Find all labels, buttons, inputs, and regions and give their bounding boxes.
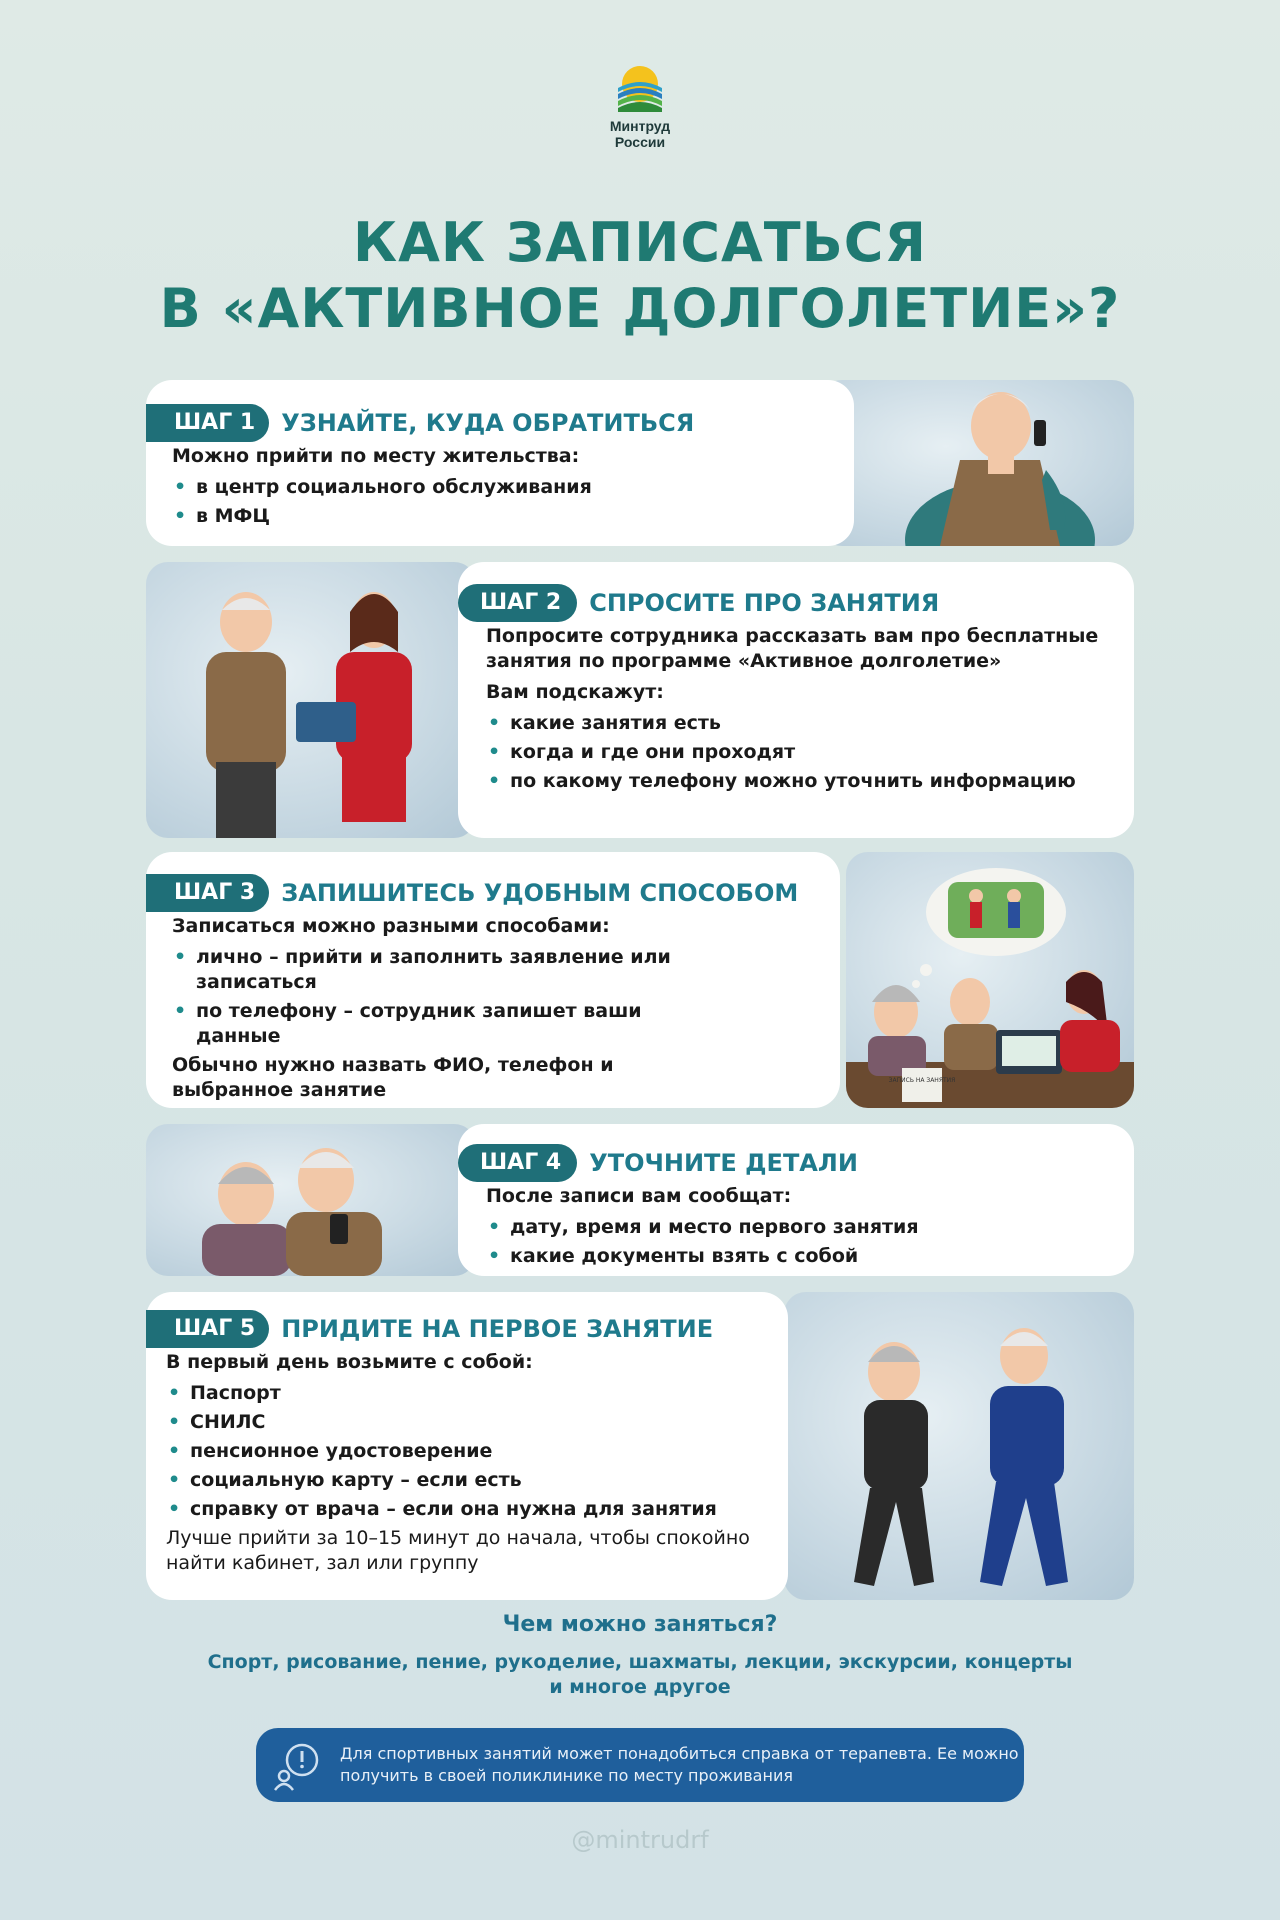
step1-badge: ШАГ 1 (146, 404, 269, 442)
list-item: • какие документы взять с собой (486, 1244, 1116, 1269)
step1-title: УЗНАЙТЕ, КУДА ОБРАТИТЬСЯ (281, 409, 695, 437)
step3-badge: ШАГ 3 (146, 874, 269, 912)
list-item: • СНИЛС (166, 1410, 766, 1435)
list-item: • пенсионное удостоверение (166, 1439, 766, 1464)
list-item: • по какому телефону можно уточнить информацию (486, 769, 1116, 794)
man-and-consultant-icon (146, 562, 476, 838)
step3-header (146, 874, 798, 912)
step1-intro: Можно прийти по месту жительства: (172, 445, 580, 467)
step2-intro: Попросите сотрудника рассказать вам про бесплатные занятия по программе «Активное долголетие» (486, 625, 1099, 672)
sun-fields-logo-icon (614, 62, 666, 112)
list-item: • какие занятия есть (486, 711, 1116, 736)
page-title (0, 210, 1280, 342)
step5-intro: В первый день возьмите с собой: (166, 1351, 533, 1373)
title-line-2: В «АКТИВНОЕ ДОЛГОЛЕТИЕ»? (159, 277, 1121, 340)
alert-person-icon (270, 1738, 324, 1792)
step1-header (146, 404, 694, 442)
activities-answer: Спорт, рисование, пение, рукоделие, шахматы, лекции, экскурсии, концерты и многое другое (207, 1651, 1073, 1698)
step2-body (486, 624, 1116, 798)
list-item: • по телефону – сотрудник запишет ваши данные (172, 999, 692, 1049)
title-line-1: КАК ЗАПИСАТЬСЯ (352, 211, 928, 274)
list-item: • в МФЦ (172, 504, 832, 529)
logo-line-1: Минтруд (609, 118, 671, 134)
step2-title: СПРОСИТЕ ПРО ЗАНЯТИЯ (589, 589, 940, 617)
medical-notice (256, 1728, 1024, 1802)
man-on-phone-icon (820, 380, 1134, 546)
step2-illustration (146, 562, 476, 838)
step3-outro: Обычно нужно назвать ФИО, телефон и выбранное занятие (172, 1054, 614, 1101)
step5-badge: ШАГ 5 (146, 1310, 269, 1348)
step4-header (458, 1144, 858, 1182)
step5-body (166, 1350, 766, 1582)
registration-scene-icon (846, 852, 1134, 1108)
step5-illustration (784, 1292, 1134, 1600)
social-handle: @mintrudrf (571, 1826, 709, 1854)
step3-title: ЗАПИШИТЕСЬ УДОБНЫМ СПОСОБОМ (281, 879, 799, 907)
step4-body (486, 1184, 1116, 1273)
list-item: • справку от врача – если она нужна для занятия (166, 1497, 766, 1522)
list-item: • лично – прийти и заполнить заявление или записаться (172, 945, 692, 995)
step3-illustration (846, 852, 1134, 1108)
list-item: • дату, время и место первого занятия (486, 1215, 1116, 1240)
list-item: • социальную карту – если есть (166, 1468, 766, 1493)
step5-outro: Лучше прийти за 10–15 минут до начала, чтобы спокойно найти кабинет, зал или группу (166, 1527, 750, 1574)
step5-header (146, 1310, 713, 1348)
step3-body (172, 914, 692, 1109)
list-item: • в центр социального обслуживания (172, 475, 832, 500)
step2-sub: Вам подскажут: (486, 681, 664, 703)
step5-title: ПРИДИТЕ НА ПЕРВОЕ ЗАНЯТИЕ (281, 1315, 714, 1343)
notice-text: Для спортивных занятий может понадобиться справка от терапевта. Ее можно получить в своей поликлинике по месту проживания (340, 1744, 1019, 1785)
step2-header (458, 584, 939, 622)
step1-body (172, 444, 832, 533)
step4-badge: ШАГ 4 (458, 1144, 577, 1182)
step3-intro: Записаться можно разными способами: (172, 915, 610, 937)
sign-text: ЗАПИСЬ НА ЗАНЯТИЯ (888, 1077, 956, 1084)
logo-line-2: России (614, 134, 666, 150)
activities-question: Чем можно заняться? (502, 1612, 778, 1637)
step4-illustration (146, 1124, 476, 1276)
step4-title: УТОЧНИТЕ ДЕТАЛИ (589, 1149, 858, 1177)
step1-illustration (820, 380, 1134, 546)
list-item: • Паспорт (166, 1381, 766, 1406)
step2-badge: ШАГ 2 (458, 584, 577, 622)
list-item: • когда и где они проходят (486, 740, 1116, 765)
step4-intro: После записи вам сообщат: (486, 1185, 792, 1207)
running-couple-icon (784, 1292, 1134, 1600)
ministry-logo (560, 62, 720, 150)
couple-with-phone-icon (146, 1124, 476, 1276)
